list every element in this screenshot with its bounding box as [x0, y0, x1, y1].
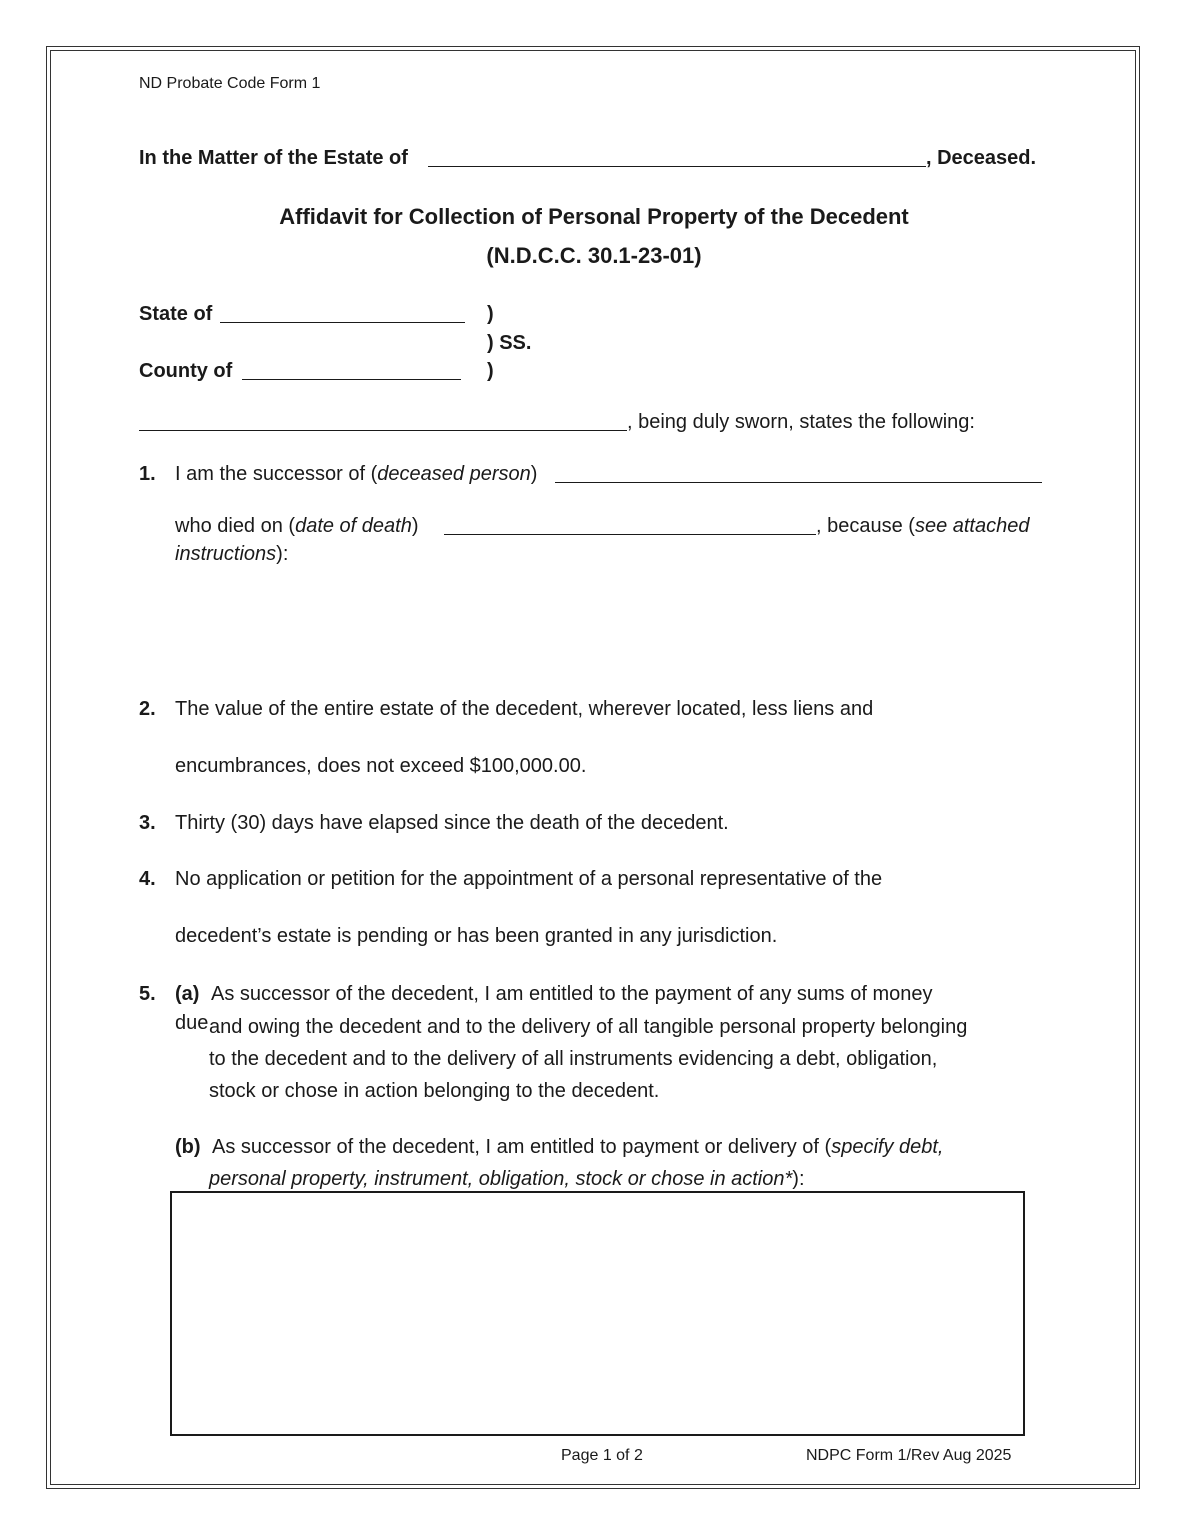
item-3-number: 3.	[139, 812, 156, 834]
form-revision: NDPC Form 1/Rev Aug 2025	[806, 1447, 1012, 1464]
item-5a-line-1: As successor of the decedent, I am entitled to the payment of any sums of money	[211, 983, 933, 1005]
item-3-line-1: Thirty (30) days have elapsed since the death of the decedent.	[175, 812, 729, 834]
item-5a-line-2: and owing the decedent and to the delivery of all tangible personal property belonging	[209, 1016, 968, 1038]
item-5a-label: (a)	[175, 983, 200, 1005]
caption-prefix: In the Matter of the Estate of	[139, 147, 408, 169]
state-label: State of	[139, 303, 213, 325]
venue-ss: ) SS.	[487, 332, 532, 354]
county-label: County of	[139, 360, 233, 382]
item-5b-label: (b)	[175, 1136, 201, 1158]
affiant-name-field[interactable]	[139, 430, 627, 431]
statute-citation: (N.D.C.C. 30.1-23-01)	[486, 243, 702, 268]
item-4-line-1: No application or petition for the appointment of a personal representative of the	[175, 868, 883, 890]
item-5b-line-1: As successor of the decedent, I am entitled to payment or delivery of (specify debt,	[212, 1136, 944, 1158]
caption-suffix: , Deceased.	[926, 147, 1037, 169]
venue-paren-3: )	[487, 360, 494, 382]
form-title: Affidavit for Collection of Personal Property of the Decedent	[279, 204, 909, 229]
item-1-instructions: instructions):	[175, 543, 289, 565]
item-5a-due: due	[175, 1012, 209, 1034]
item-2-number: 2.	[139, 698, 156, 720]
item-5-number: 5.	[139, 983, 156, 1005]
item-1-death-text: who died on (date of death)	[175, 515, 419, 537]
item-5a-line-4: stock or chose in action belonging to the decedent.	[209, 1080, 660, 1102]
form-id: ND Probate Code Form 1	[139, 75, 321, 92]
page-number: Page 1 of 2	[561, 1447, 643, 1464]
estate-name-field[interactable]	[428, 166, 926, 167]
item-1-because-text: , because (see attached	[816, 515, 1030, 537]
item-2-line-1: The value of the entire estate of the decedent, wherever located, less liens and	[175, 698, 874, 720]
venue-paren-1: )	[487, 303, 494, 325]
deceased-person-field[interactable]	[555, 482, 1042, 483]
state-field[interactable]	[220, 322, 465, 323]
item-4-line-2: decedent’s estate is pending or has been granted in any jurisdiction.	[175, 925, 778, 947]
date-of-death-field[interactable]	[444, 534, 816, 535]
item-5a-line-3: to the decedent and to the delivery of all instruments evidencing a debt, obligation,	[209, 1048, 938, 1070]
oath-text: , being duly sworn, states the following:	[627, 411, 975, 433]
county-field[interactable]	[242, 379, 461, 380]
item-1-text: I am the successor of (deceased person)	[175, 463, 538, 485]
item-2-line-2: encumbrances, does not exceed $100,000.00.	[175, 755, 587, 777]
item-1-number: 1.	[139, 463, 156, 485]
item-5b-line-2: personal property, instrument, obligation, stock or chose in action*):	[209, 1168, 805, 1190]
item-4-number: 4.	[139, 868, 156, 890]
property-description-box[interactable]	[170, 1191, 1025, 1436]
